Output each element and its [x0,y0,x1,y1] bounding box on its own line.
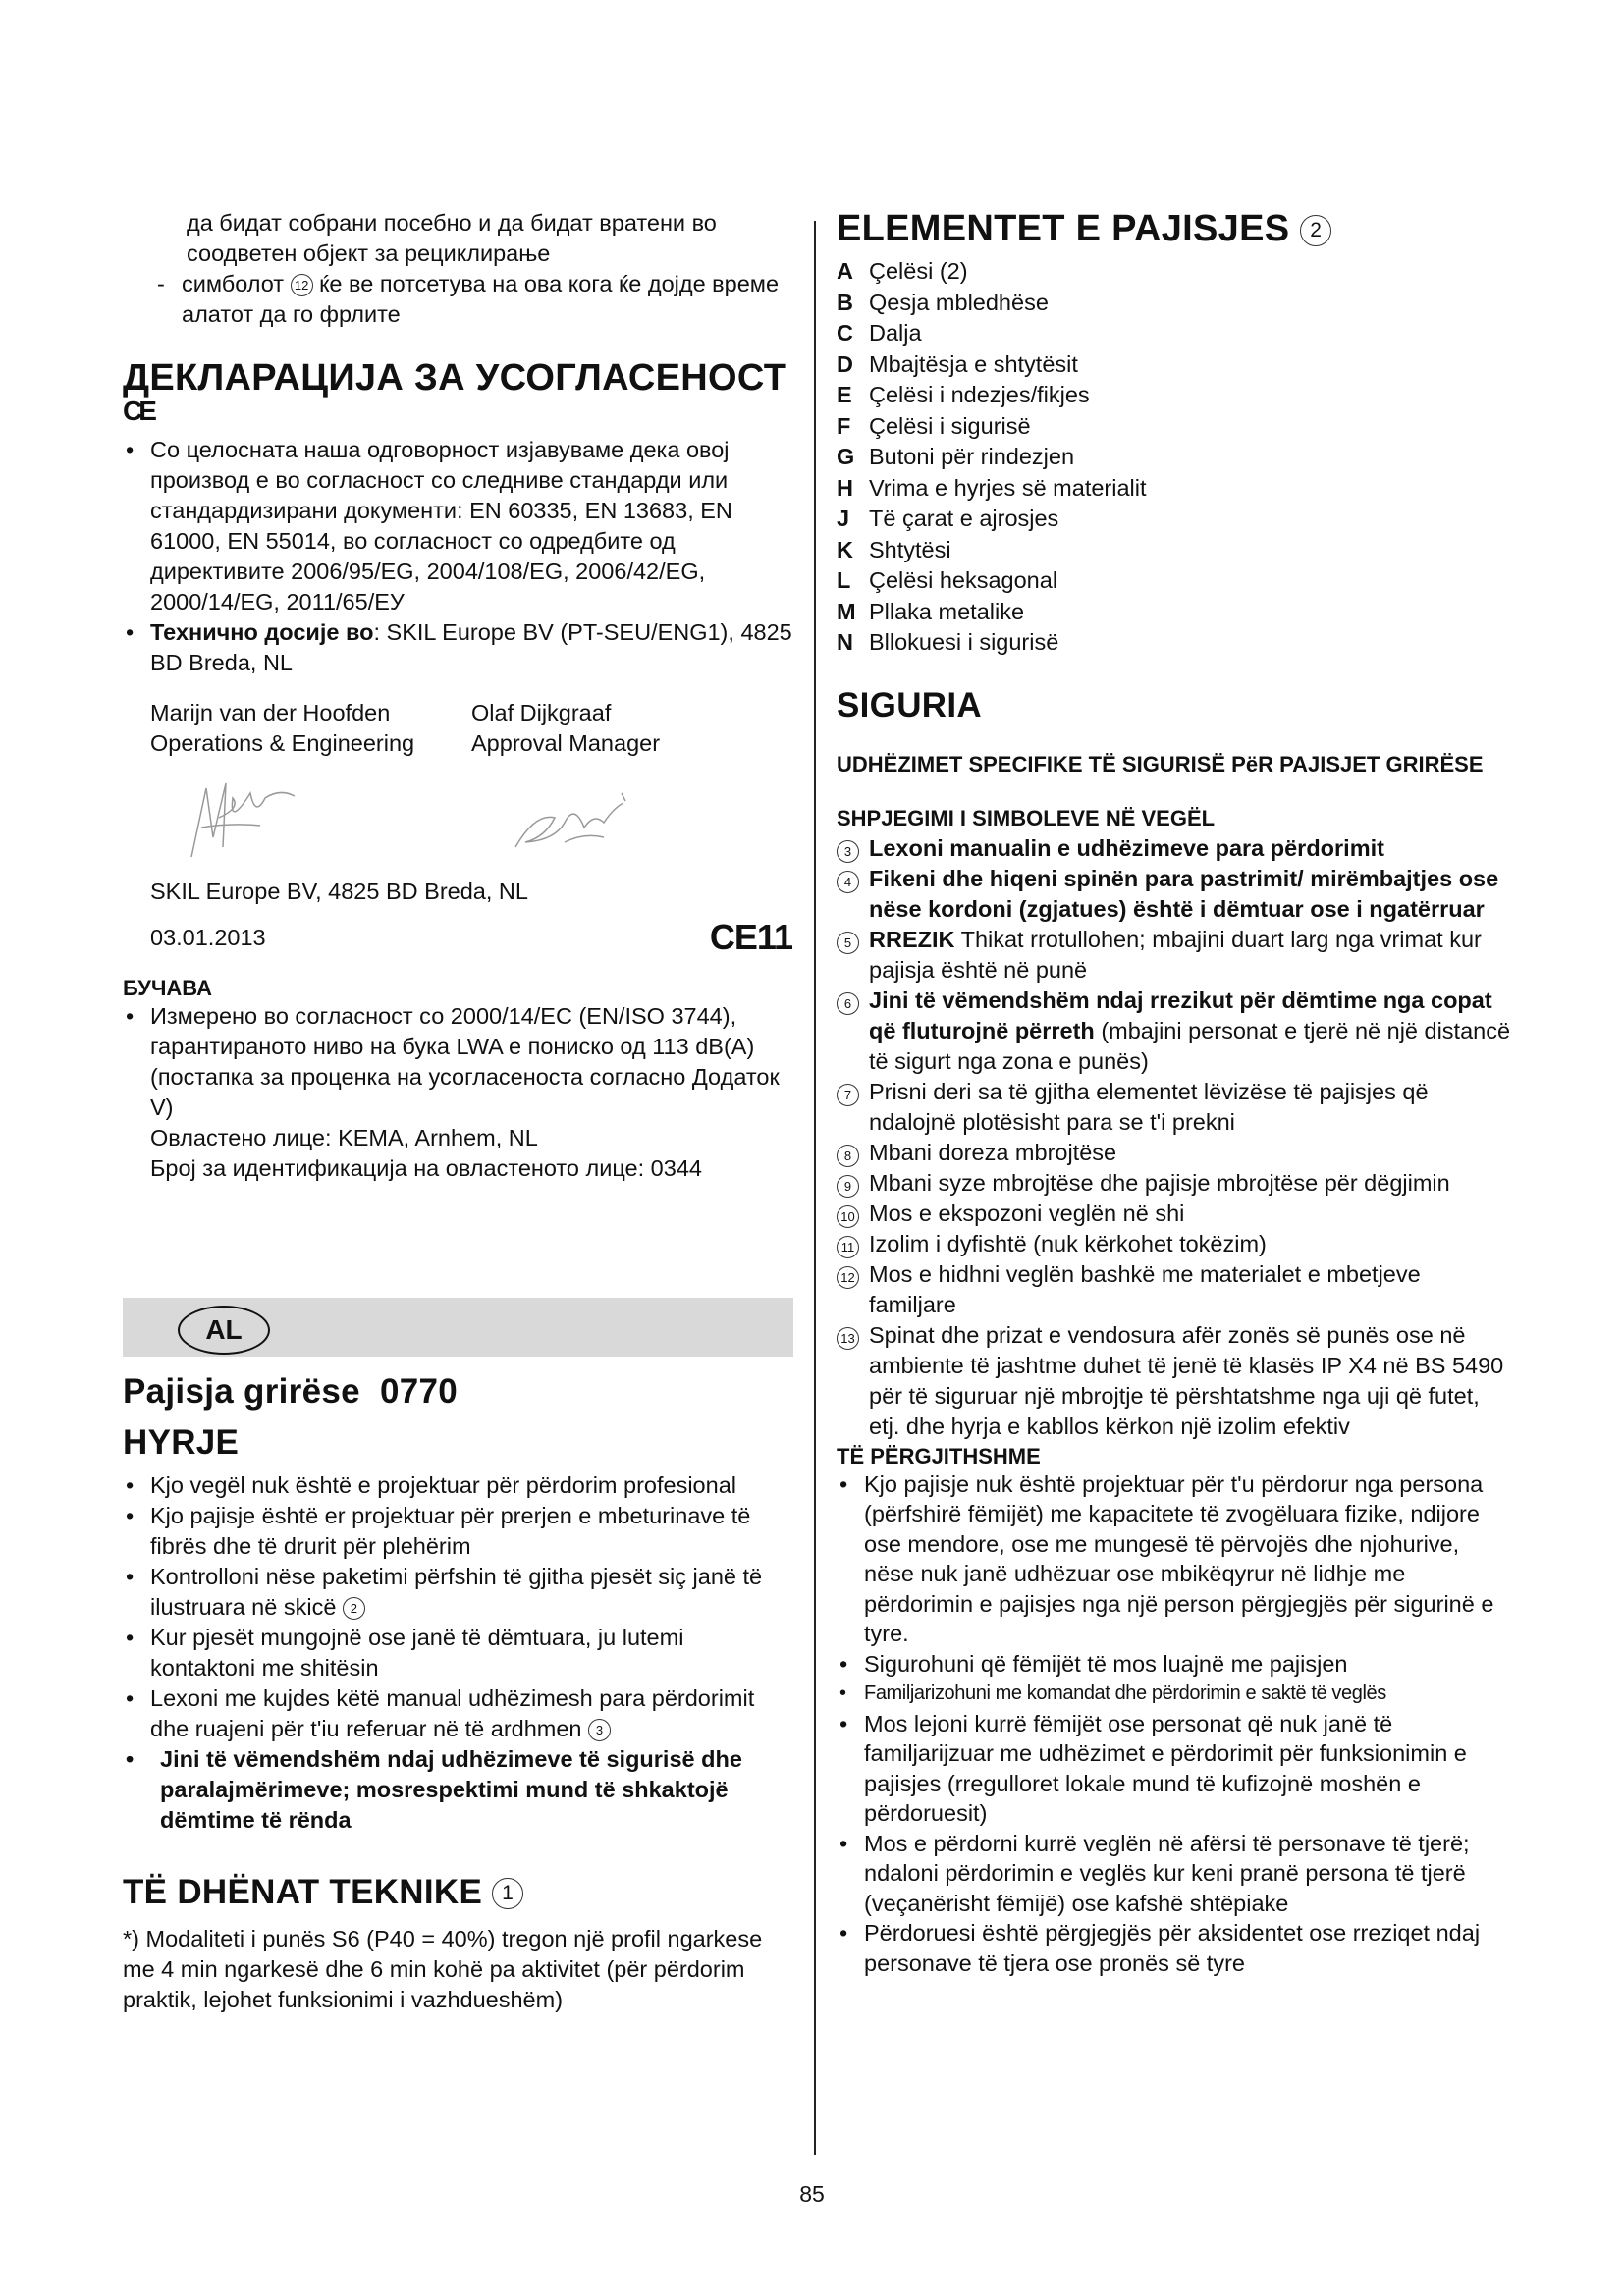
symbol-row [837,864,1514,925]
symbol-note [152,269,792,330]
circled-ref-5: 5 [837,932,859,954]
circled-ref-3: 3 [837,840,859,863]
element-key: H [837,474,853,501]
declaration-list [123,435,792,678]
tech-data-title-text: TË DHËNAT TEKNIKE [123,1873,483,1911]
technical-file-value: : SKIL Europe BV (PT-SEU/ENG1), 4825 BD Breda, NL [150,619,792,675]
element-label: Dalja [869,320,922,346]
circled-ref-2: 2 [1300,215,1331,246]
element-label: Bllokuesi i sigurisë [869,629,1059,655]
symbol-text: Thikat rrotullohen; mbajini duart larg nga vrimat kur pajisja është në punë [869,926,1482,983]
element-row [837,597,1514,628]
safety-subtitle: UDHËZIMET SPECIFIKE TË SIGURISË PëR PAJISJET GRIRËSE [837,751,1484,776]
circled-ref-12: 12 [291,274,313,296]
element-label: Butoni për rindezjen [869,444,1075,469]
symbol-text: Mos e ekspozoni veglën në shi [869,1200,1185,1226]
element-label: Vrima e hyrjes së materialit [869,474,1147,501]
element-row [837,504,1514,535]
tech-data-title [123,1873,792,1912]
signatory-2-role: Approval Manager [471,730,661,756]
symbol-text: Prisni deri sa të gjitha elementet lëvizëse të pajisjes që ndalojnë plotësisht para se t'i prekni [869,1078,1429,1135]
symbol-note-text: симболот [182,271,285,296]
circled-ref-2: 2 [343,1597,365,1620]
element-label: Çelësi i ndezjes/fikjes [869,382,1090,407]
element-label: Çelësi (2) [869,258,968,284]
symbol-note-rest: ќе ве потсетува на ова кога ќе дојде време алатот да го фрлите [182,271,780,327]
general-item: • Përdoruesi është përgjegjës për aksidentet ose rreziqet ndaj personave të tjera ose pronës së tyre [837,1918,1514,1978]
element-row [837,442,1514,473]
noise-title: БУЧАВА [123,976,212,1000]
circled-ref-3: 3 [588,1719,611,1741]
element-row [837,411,1514,443]
general-item: • Sigurohuni që fëmijët të mos luajnë me pajisjen [837,1649,1514,1680]
symbol-row [837,1320,1514,1442]
left-column [123,208,792,1184]
signatory-2-name: Olaf Dijkgraaf [471,700,612,725]
symbol-row [837,986,1514,1077]
element-row [837,535,1514,566]
symbol-text: (mbajini personat e tjerë në një distancë të sigurt nga zona e punës) [869,1017,1511,1074]
element-label: Mbajtësja e shtytësit [869,350,1078,377]
notified-body: Овластено лице: KEMA, Arnhem, NL [150,1125,538,1150]
element-key: A [837,258,853,284]
general-item: • Kjo pajisje nuk është projektuar për t'u përdorur nga persona (përfshirë fëmijët) me kapacitete të zvogëluara fizike, ndijore ose mendore, ose me mungesë të përvojës dhe njohurive, nëse nuk janë udhëzuar ose mbikëqyrur në lidhje me përdorimin e pajisjes nga një person përgjegjës për sigurinë e tyre. [837,1469,1514,1649]
symbol-row [837,833,1514,864]
page-number: 85 [799,2181,825,2207]
symbol-bold-text: RREZIK [869,926,955,952]
signatory-1 [150,698,471,759]
general-item: • Mos e përdorni kurrë veglën në afërsi të personave të tjerë; ndaloni përdorimin e veglës kur keni pranë persona të tjerë (veçanërisht fëmijë) ose kafshë shtëpiake [837,1829,1514,1919]
declaration-date: 03.01.2013 [150,924,266,950]
declaration-title: ДЕКЛАРАЦИЈА ЗА УСОГЛАСЕНОСТ [123,357,787,399]
product-name: Pajisja grirëse [123,1372,360,1411]
circled-ref-9: 9 [837,1175,859,1198]
intro-item: • Kjo pajisje është er projektuar për prerjen e mbeturinave të fibrës dhe të drurit për plehërim [123,1501,792,1562]
circled-ref-7: 7 [837,1084,859,1106]
signatories [123,698,792,759]
symbol-row [837,1259,1514,1320]
language-bar [123,1298,793,1357]
circled-ref-10: 10 [837,1205,859,1228]
symbol-row [837,1138,1514,1168]
element-label: Të çarat e ajrosjes [869,506,1059,531]
intro-item: • Kur pjesët mungojnë ose janë të dëmtuara, ju lutemi kontaktoni me shitësin [123,1623,792,1683]
noise-bullet: • Измерено во согласност со 2000/14/EC (EN/ISO 3744), гарантираното ниво на бука LWA е пониско од 113 dB(A) (постапка за проценка на усогласеноста согласно Додаток V) [123,1001,792,1123]
continuation-text: да бидат собрани посебно и да бидат вратени во соодветен објект за рециклирање [187,210,717,266]
intro-title: HYRJE [123,1423,240,1462]
symbol-bold-text: Jini të vëmendshëm ndaj rrezikut për dëmtime nga copat që fluturojnë përreth [869,987,1492,1043]
signatory-1-role: Operations & Engineering [150,730,415,756]
element-row [837,627,1514,659]
right-column [837,208,1514,1978]
circled-ref-8: 8 [837,1145,859,1167]
intro-item-text: Kontrolloni nëse paketimi përfshin të gjitha pjesët siç janë të ilustruara në skicë [150,1564,763,1620]
tech-data-note: *) Modaliteti i punës S6 (P40 = 40%) tregon një profil ngarkese me 4 min ngarkesë dhe 6 min kohë pa aktivitet (për përdorim praktik, lejohet funksionimi i vazhdueshëm) [123,1926,763,2012]
general-list [837,1469,1514,1979]
intro-item [123,1683,792,1744]
elements-title [837,208,1514,250]
symbol-row [837,925,1514,986]
general-item: • Mos lejoni kurrë fëmijët ose personat që nuk janë të familjarijzuar me udhëzimet e përdorimit për funksionimin e pajisjes (rregulloret lokale mund të kufizojnë moshën e përdoruesit) [837,1709,1514,1829]
element-label: Shtytësi [869,536,951,562]
notified-body-number: Број за идентификација на овластеното лице: 0344 [150,1155,702,1181]
circled-ref-13: 13 [837,1327,859,1350]
noise-list [123,1001,792,1123]
declaration-bullet: • Со целосната наша одговорност изјавуваме дека овој производ е во согласност со следниве стандарди или стандардизирани документи: EN 60335, EN 13683, EN 61000, EN 55014, во согласност со одредбите од директивите 2006/95/EG, 2004/108/EG, 2006/42/EG, 2000/14/EG, 2011/65/ЕУ [123,435,792,617]
element-key: F [837,412,851,439]
elements-title-text: ELEMENTET E PAJISJES [837,208,1290,249]
symbol-row [837,1229,1514,1259]
element-key: M [837,598,856,624]
elements-list [837,256,1514,659]
circled-ref-12: 12 [837,1266,859,1289]
technical-file-label: Технично досије во [150,619,374,645]
symbol-text: Spinat dhe prizat e vendosura afër zonës së punës ose në ambiente të jashtme duhet të jenë të klasës IP X4 në BS 5490 për të siguruar një mbrojtje të përshtatshme nga uji që futet, etj. dhe hyrja e kabllos kërkon një izolim efektiv [869,1321,1504,1439]
element-label: Pllaka metalike [869,598,1025,624]
symbol-text: Mos e hidhni veglën bashkë me materialet e mbetjeve familjare [869,1260,1421,1317]
symbol-row [837,1168,1514,1199]
symbol-row [837,1077,1514,1138]
intro-item-warning: • Jini të vëmendshëm ndaj udhëzimeve të sigurisë dhe paralajmërimeve; mosrespektimi mund të shkaktojë dëmtime të rënda [123,1744,792,1836]
intro-item: • Kjo vegël nuk është e projektuar për përdorim profesional [123,1470,792,1501]
technical-file-bullet [123,617,792,678]
signatory-1-name: Marijn van der Hoofden [150,700,391,725]
albanian-section [123,1372,792,2015]
symbol-text: Mbani doreza mbrojtëse [869,1139,1117,1165]
signatory-2 [471,698,792,759]
signature-2-image [506,783,643,862]
symbol-row [837,1199,1514,1229]
general-title: TË PËRGJITHSHME [837,1443,1041,1468]
circled-ref-1: 1 [492,1878,523,1909]
symbol-text: Mbani syze mbrojtëse dhe pajisje mbrojtëse për dëgjimin [869,1169,1450,1196]
element-row [837,349,1514,381]
date-row [123,917,792,958]
element-key: G [837,444,855,469]
element-key: J [837,506,850,531]
language-badge: AL [178,1306,270,1355]
intro-item-text: Lexoni me kujdes këtë manual udhëzimesh para përdorimit dhe ruajeni për t'iu referuar në të ardhmen [150,1685,755,1741]
dash-marker: - [157,271,165,296]
safety-title: SIGURIA [837,685,982,724]
element-label: Çelësi heksagonal [869,567,1058,593]
circled-ref-11: 11 [837,1236,859,1258]
product-title [123,1372,792,1412]
circled-ref-4: 4 [837,871,859,893]
product-number: 0770 [379,1372,459,1411]
signature-1-image [172,769,309,867]
element-label: Çelësi i sigurisë [869,412,1031,439]
element-row [837,256,1514,288]
column-divider [814,221,816,2155]
element-key: N [837,629,853,655]
element-row [837,565,1514,597]
element-key: K [837,536,853,562]
general-item: • Familjarizohuni me komandat dhe përdorimin e saktë të veglës [837,1679,1514,1709]
symbols-title: SHPJEGIMI I SIMBOLEVE NË VEGËL [837,805,1216,830]
element-row [837,473,1514,505]
company-address: SKIL Europe BV, 4825 BD Breda, NL [150,879,528,904]
element-key: C [837,320,853,346]
element-key: D [837,350,853,377]
element-row [837,380,1514,411]
symbol-text: Fikeni dhe hiqeni spinën para pastrimit/ mirëmbajtjes ose nëse kordoni (zgjatues) është i dëmtuar ose i ngatërruar [869,865,1499,922]
symbol-text: Lexoni manualin e udhëzimeve para përdorimit [869,834,1384,861]
element-key: B [837,289,853,315]
ce-mark: CE11 [709,917,792,957]
element-row [837,288,1514,319]
symbol-text: Izolim i dyfishtë (nuk kërkohet tokëzim) [869,1230,1267,1256]
intro-list [123,1470,792,1836]
element-row [837,318,1514,349]
intro-item [123,1562,792,1623]
symbols-list [837,833,1514,1442]
signature-area [123,759,792,877]
ce-logo: CE [123,396,153,426]
element-key: E [837,382,852,407]
element-label: Qesja mbledhëse [869,289,1049,315]
element-key: L [837,567,851,593]
circled-ref-6: 6 [837,992,859,1015]
